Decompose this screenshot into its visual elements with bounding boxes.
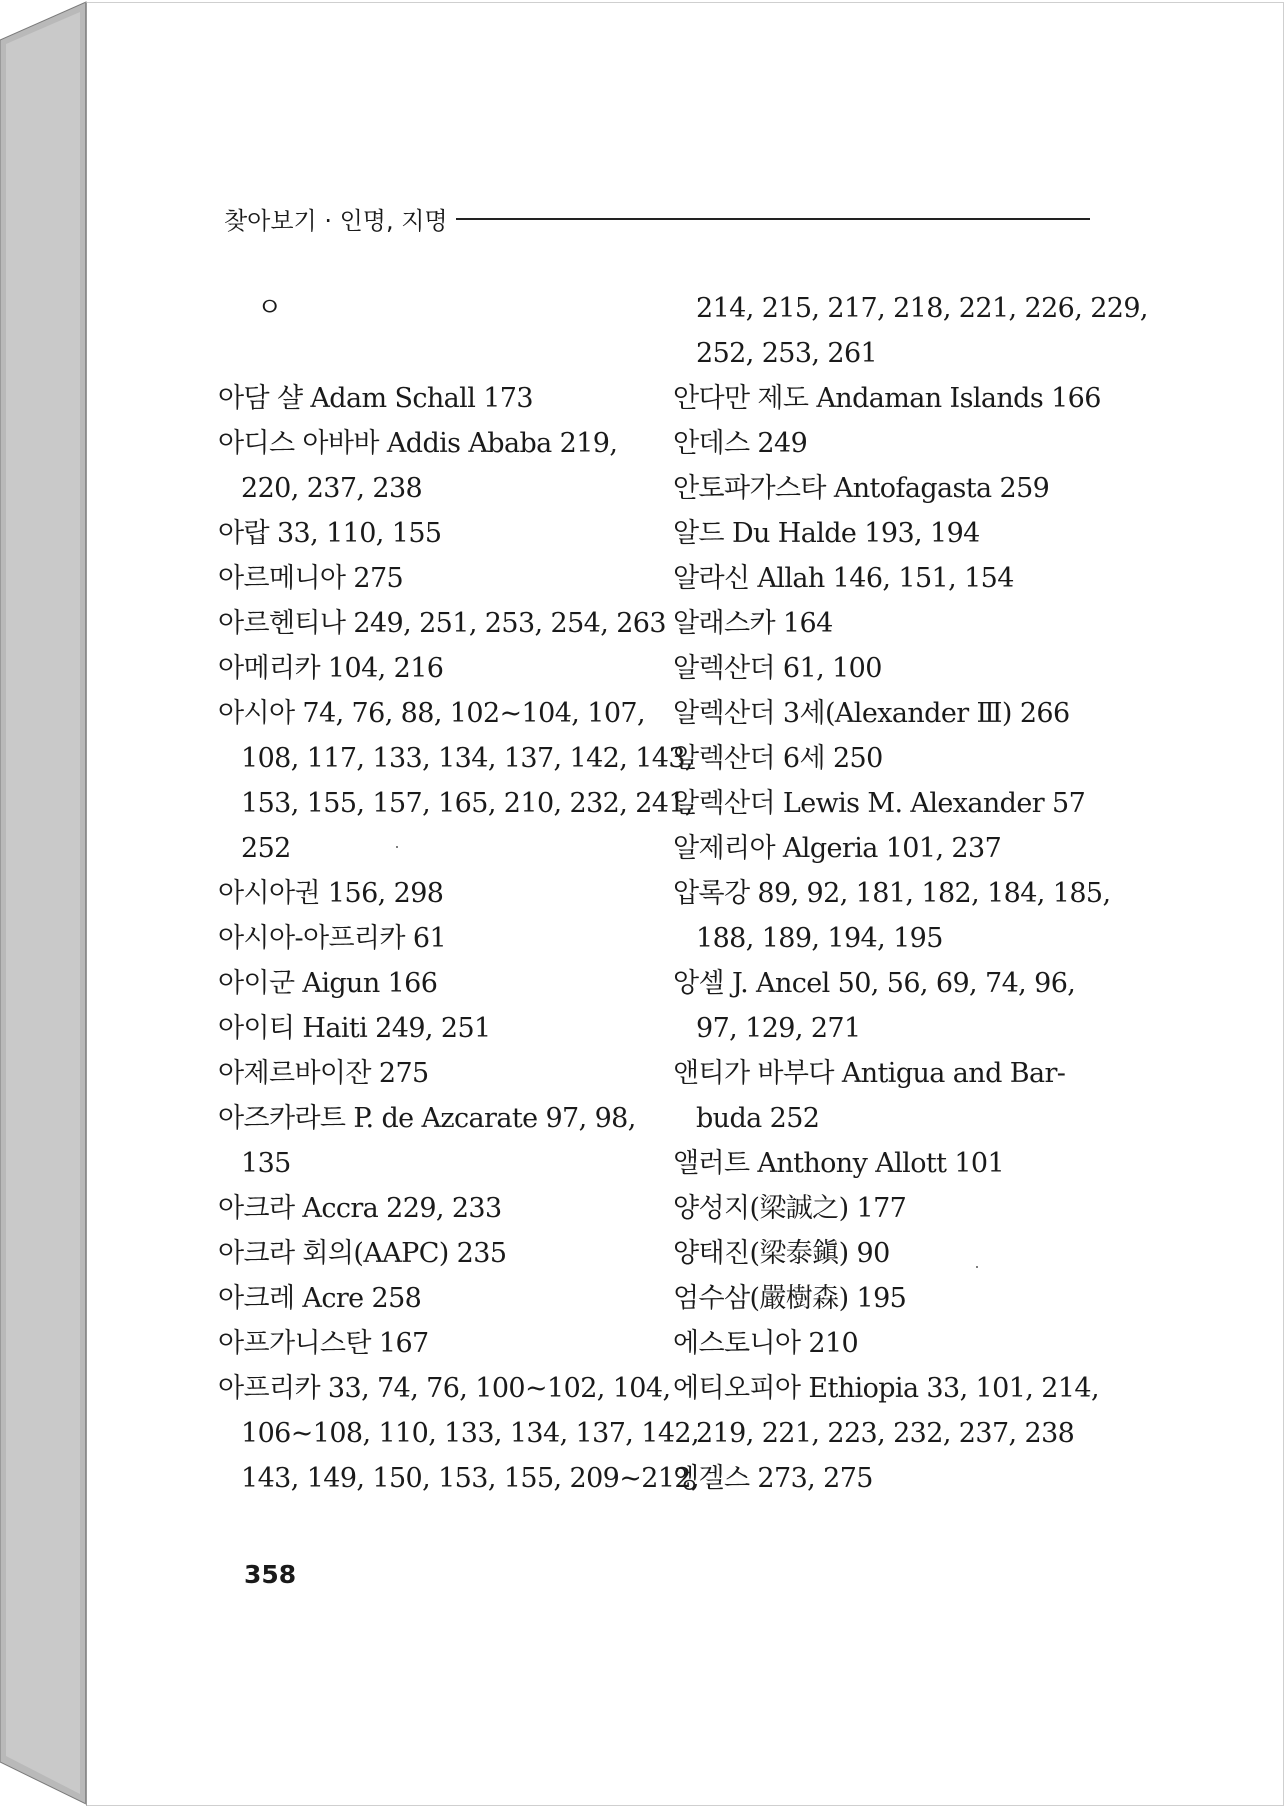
index-entry-continuation: 252 [241,833,291,864]
index-entry: 알드 Du Halde 193, 194 [673,518,980,549]
index-entry: 양태진(梁泰鎭) 90 [673,1238,890,1269]
index-entry: 아프리카 33, 74, 76, 100~102, 104, [218,1373,671,1404]
index-entry: 안토파가스타 Antofagasta 259 [673,473,1050,504]
index-entry: 아이티 Haiti 249, 251 [218,1013,491,1044]
index-entry: 아시아권 156, 298 [218,878,444,909]
index-entry: 알렉산더 Lewis M. Alexander 57 [673,788,1086,819]
index-entry: 앙셀 J. Ancel 50, 56, 69, 74, 96, [673,968,1076,999]
index-entry-continuation: 108, 117, 133, 134, 137, 142, 143, [241,743,693,774]
index-entry-continuation: 220, 237, 238 [241,473,423,504]
running-header [224,200,1090,236]
index-entry: 아크라 Accra 229, 233 [218,1193,502,1224]
spacer [218,331,638,376]
index-entry: 알라신 Allah 146, 151, 154 [673,563,1014,594]
header-title: 찾아보기 · 인명, 지명 [224,206,448,235]
index-entry: 아시아 74, 76, 88, 102~104, 107, [218,698,645,729]
index-entry: 아제르바이잔 275 [218,1058,429,1089]
index-entry-continuation: 153, 155, 157, 165, 210, 232, 241, [241,788,693,819]
index-entry-continuation: 97, 129, 271 [696,1013,861,1044]
index-entry: 앨러트 Anthony Allott 101 [673,1148,1005,1179]
print-speck [396,846,398,848]
index-entry-continuation: 214, 215, 217, 218, 221, 226, 229, [696,293,1148,324]
index-entry-continuation: 143, 149, 150, 153, 155, 209~212, [241,1463,699,1494]
index-entry: 아담 샬 Adam Schall 173 [218,383,533,414]
print-speck [976,1266,978,1268]
header-rule [456,218,1090,220]
index-entry: 아디스 아바바 Addis Ababa 219, [218,428,618,459]
index-entry: 알렉산더 3세(Alexander Ⅲ) 266 [673,698,1070,729]
index-entry: 알렉산더 61, 100 [673,653,882,684]
index-entry: 아크레 Acre 258 [218,1283,422,1314]
index-entry: 양성지(梁誠之) 177 [673,1193,907,1224]
index-entry: 엄수삼(嚴樹森) 195 [673,1283,907,1314]
index-entry-continuation: buda 252 [696,1103,820,1134]
index-entry-continuation: 252, 253, 261 [696,338,878,369]
index-entry: 에티오피아 Ethiopia 33, 101, 214, [673,1373,1099,1404]
index-entry: 안다만 제도 Andaman Islands 166 [673,383,1101,414]
index-entry: 아프가니스탄 167 [218,1328,429,1359]
index-entry: 안데스 249 [673,428,808,459]
index-entry: 압록강 89, 92, 181, 182, 184, 185, [673,878,1111,909]
index-entry: 아메리카 104, 216 [218,653,444,684]
index-entry-continuation: 188, 189, 194, 195 [696,923,943,954]
index-entry-continuation: 106~108, 110, 133, 134, 137, 142, [241,1418,699,1449]
index-entry: 아시아-아프리카 61 [218,923,447,954]
index-column-right [673,286,1148,1501]
index-entry: 아이군 Aigun 166 [218,968,438,999]
index-entry: 아르메니아 275 [218,563,404,594]
index-entry: 엥겔스 273, 275 [673,1463,873,1494]
index-column-left [218,286,699,1501]
index-entry: 아르헨티나 249, 251, 253, 254, 263 [218,608,666,639]
index-entry-continuation: 219, 221, 223, 232, 237, 238 [696,1418,1075,1449]
index-entry: 아크라 회의(AAPC) 235 [218,1238,507,1269]
index-entry: 에스토니아 210 [673,1328,859,1359]
index-entry: 알렉산더 6세 250 [673,743,883,774]
index-entry: 알래스카 164 [673,608,833,639]
section-letter: ㅇ [257,293,282,323]
index-entry-continuation: 135 [241,1148,291,1179]
page-number: 358 [244,1560,297,1589]
index-entry: 알제리아 Algeria 101, 237 [673,833,1002,864]
index-entry: 아즈카라트 P. de Azcarate 97, 98, [218,1103,636,1134]
index-entry: 아랍 33, 110, 155 [218,518,442,549]
index-entry: 앤티가 바부다 Antigua and Bar- [673,1058,1066,1089]
